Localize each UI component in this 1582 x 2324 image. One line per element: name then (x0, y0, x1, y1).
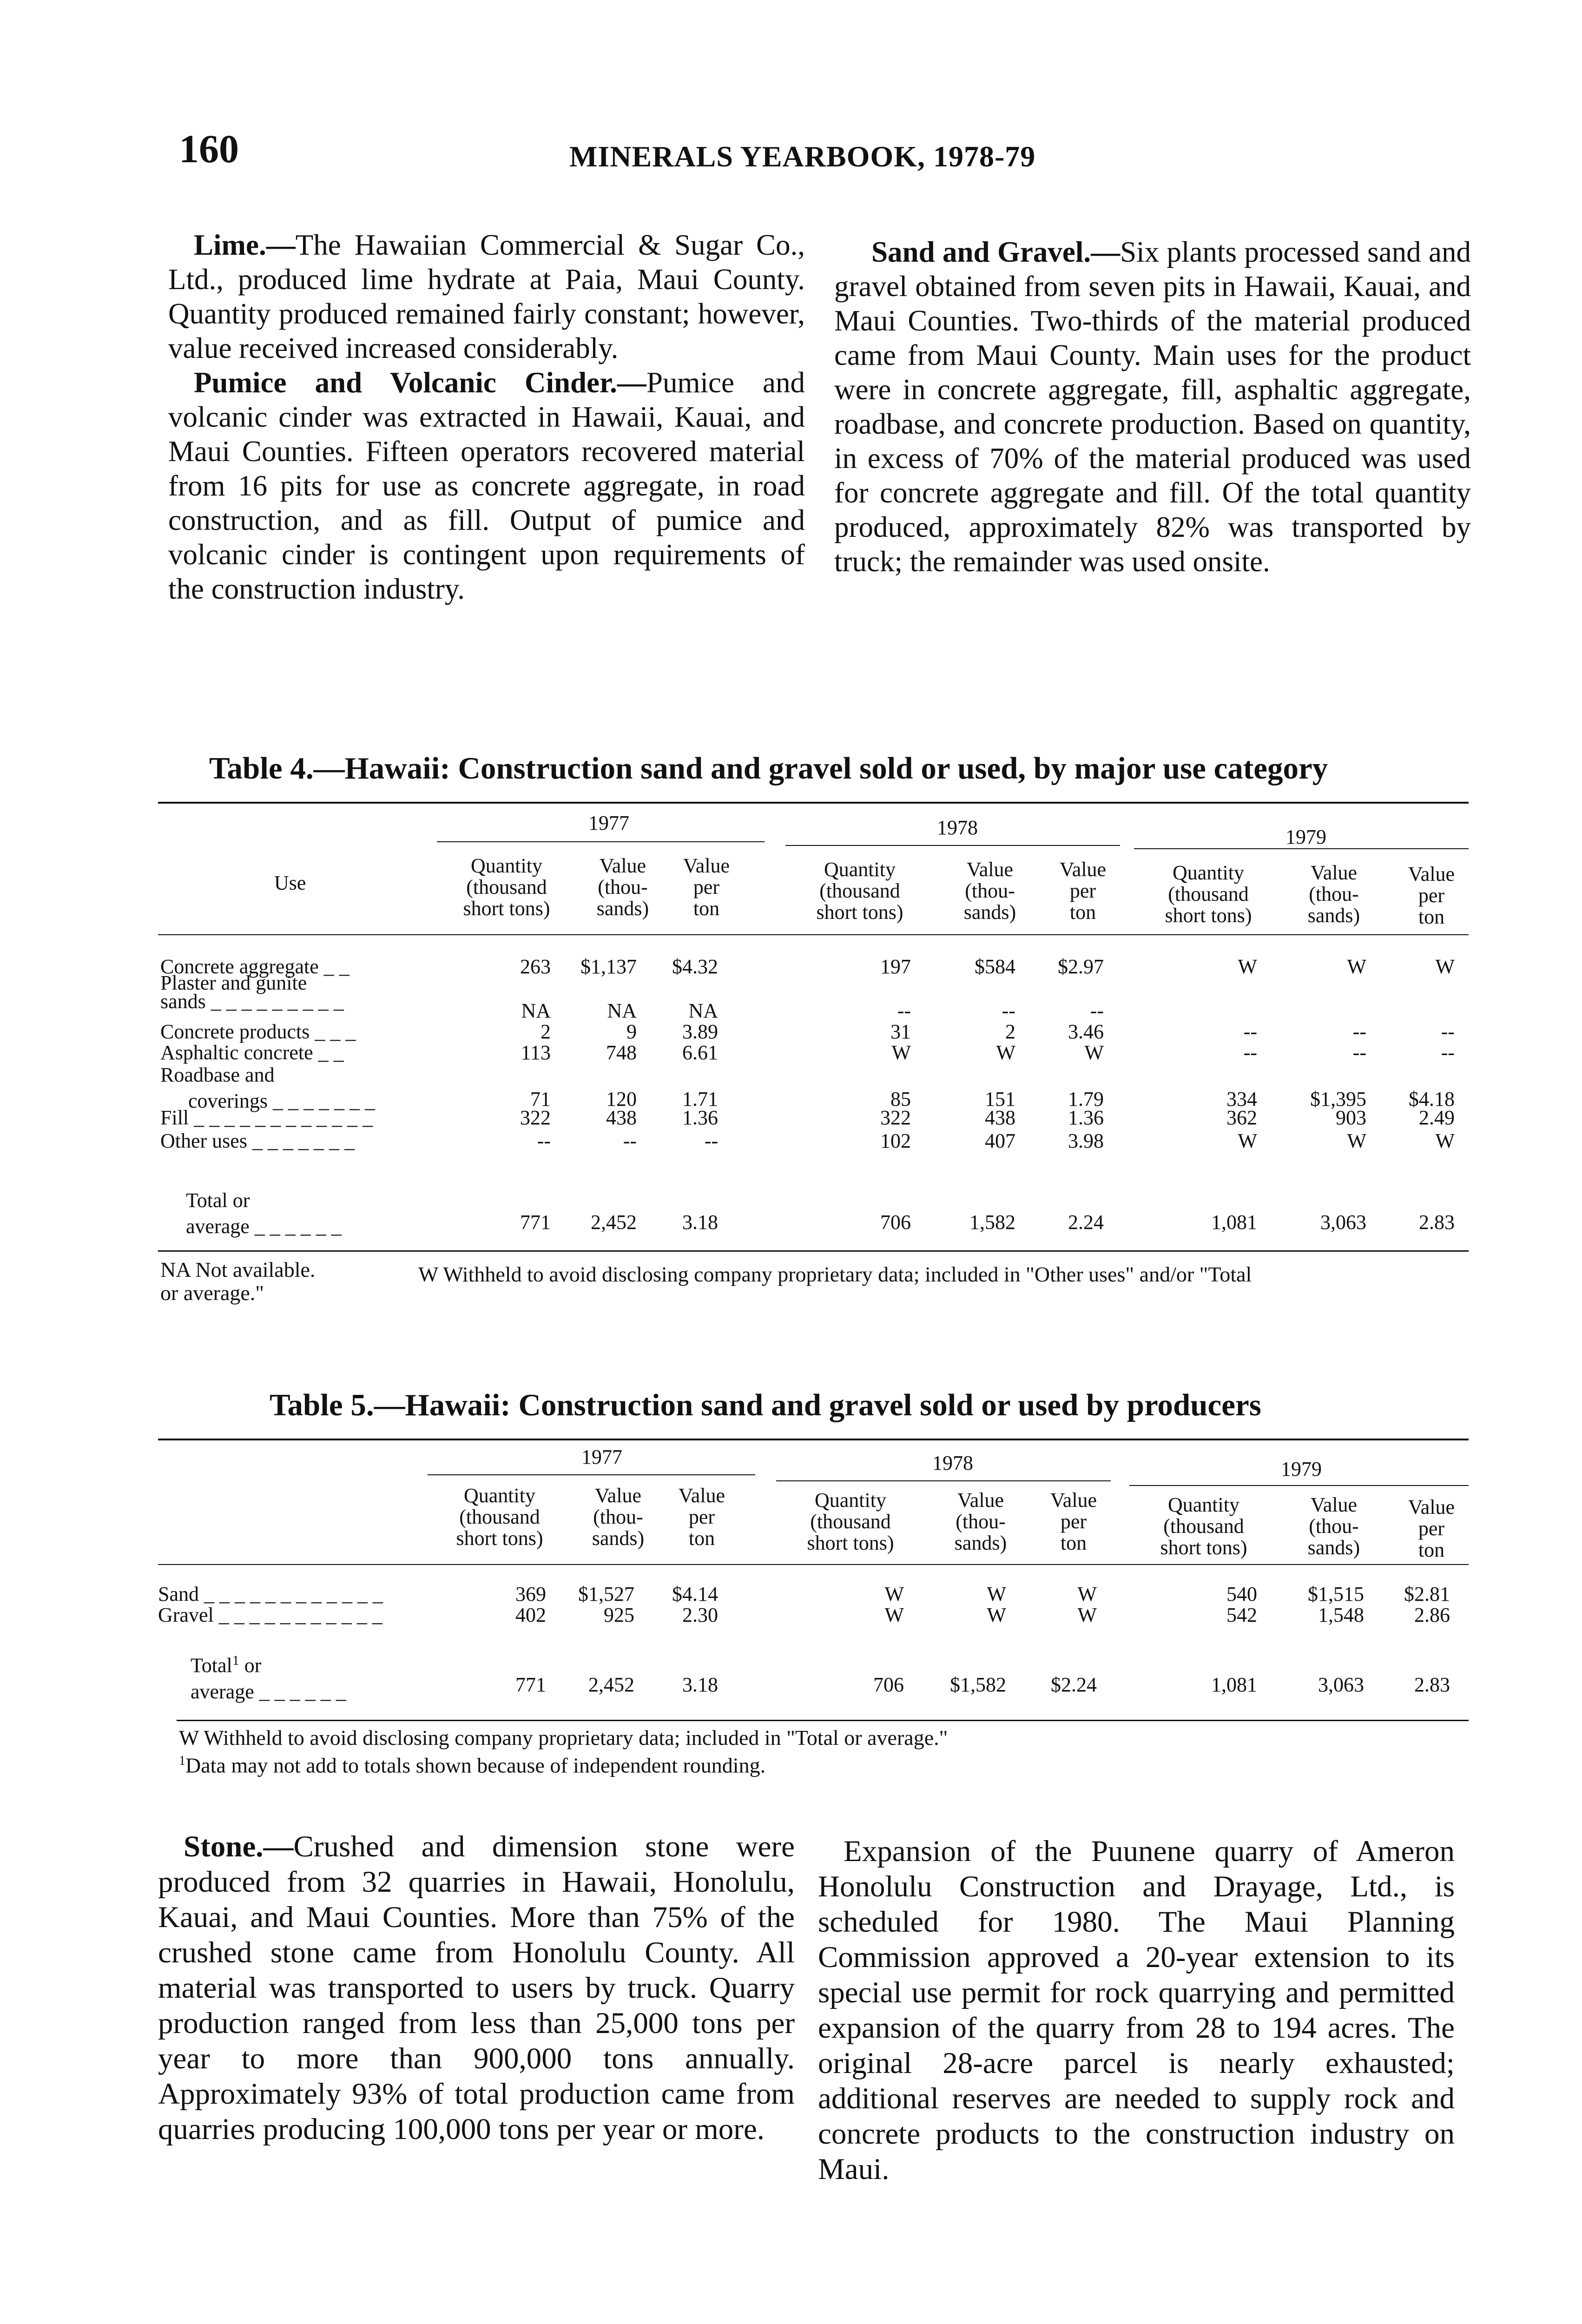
t4-cell-r2-c2: 3.89 (682, 1020, 718, 1043)
t5-cell-r2-c0: 771 (515, 1673, 546, 1696)
t5-cell-r1-c1: 925 (604, 1604, 634, 1626)
t4-cell-r6-c4: 407 (985, 1129, 1015, 1152)
top-left-column (168, 228, 805, 606)
table4-use-header: Use (274, 872, 306, 894)
t4-cell-r6-c0: -- (537, 1129, 551, 1152)
t4-label-concrete-aggregate: Concrete aggregate _ _ (160, 955, 349, 978)
t5-cell-r2-c6: 1,081 (1211, 1673, 1257, 1696)
table4-caption: Table 4.—Hawaii: Construction sand and gravel sold or used, by major use category (209, 751, 1328, 786)
t4-cell-r5-c0: 322 (520, 1106, 551, 1129)
t4-cell-r5-c3: 322 (880, 1106, 911, 1129)
t4-hdr-vpt-1977: Value per ton (683, 854, 730, 920)
t4-cell-r0-c2: $4.32 (672, 955, 718, 978)
t5-cell-r0-c2: $4.14 (672, 1583, 718, 1605)
t5-cell-r1-c3: W (884, 1604, 904, 1626)
t4-cell-r1-c3: -- (897, 999, 911, 1022)
table5-year-1979: 1979 (1281, 1458, 1322, 1480)
t4-cell-r4-c6: 334 (1226, 1088, 1257, 1110)
t4-label-total: Total or average _ _ _ _ _ _ (186, 1189, 342, 1238)
t4-hdr-value-1979: Value (thou- sands) (1307, 861, 1360, 927)
t5-cell-r2-c5: $2.24 (1051, 1673, 1097, 1696)
t4-cell-r2-c4: 2 (1005, 1020, 1015, 1043)
t4-cell-r3-c8: -- (1441, 1041, 1455, 1064)
t4-cell-r7-c8: 2.83 (1419, 1211, 1455, 1234)
t5-hdr-vpt-1979: Value per ton (1408, 1496, 1455, 1561)
t4-cell-r2-c5: 3.46 (1068, 1020, 1104, 1043)
t4-cell-r6-c8: W (1435, 1129, 1455, 1152)
t4-cell-r0-c6: W (1238, 955, 1257, 978)
t4-cell-r6-c5: 3.98 (1068, 1129, 1104, 1152)
t4-cell-r1-c1: NA (607, 999, 637, 1022)
paragraph-lime: Lime.—The Hawaiian Commercial & Sugar Co., Ltd., produced lime hydrate at Paia, Maui County. Quantity produced remained fairly constant; however, value received increased considerably. (168, 229, 805, 364)
t4-cell-r4-c8: $4.18 (1409, 1088, 1455, 1110)
t4-cell-r3-c2: 6.61 (682, 1041, 718, 1064)
t4-cell-r7-c5: 2.24 (1068, 1211, 1104, 1234)
t4-cell-r3-c4: W (996, 1041, 1015, 1064)
paragraph-puunene: Expansion of the Puunene quarry of Ameron Honolulu Construction and Drayage, Ltd., is scheduled for 1980. The Maui Planning Commission approved a 20-year extension to its special use permit for rock quarrying and permitted expansion of the quarry from 28 to 194 acres. The original 28-acre parcel is nearly exhausted; additional reserves are needed to supply rock and concrete products to the construction industry on Maui. (818, 1835, 1455, 2186)
t4-cell-r3-c1: 748 (606, 1041, 637, 1064)
table4-year-1977: 1977 (588, 812, 629, 834)
t5-cell-r1-c6: 542 (1226, 1604, 1257, 1626)
t4-hdr-qty-1979: Quantity (thousand short tons) (1165, 861, 1252, 927)
t4-cell-r7-c2: 3.18 (682, 1211, 718, 1234)
t4-cell-r3-c6: -- (1243, 1041, 1257, 1064)
t5-cell-r1-c7: 1,548 (1318, 1604, 1364, 1626)
t4-cell-r3-c5: W (1084, 1041, 1104, 1064)
t4-cell-r6-c3: 102 (880, 1129, 911, 1152)
t5-hdr-value-1978: Value (thou- sands) (954, 1489, 1007, 1554)
t4-hdr-vpt-1978: Value per ton (1059, 858, 1107, 924)
t5-cell-r0-c6: 540 (1226, 1583, 1257, 1605)
t5-label-total: Total$^1$ or average _ _ _ _ _ _ (191, 1653, 346, 1703)
t4-cell-r0-c8: W (1435, 955, 1455, 978)
t4-cell-r7-c1: 2,452 (591, 1211, 637, 1234)
table4-year-1978: 1978 (937, 816, 978, 839)
table5-year-1978: 1978 (932, 1452, 973, 1474)
t5-hdr-qty-1978: Quantity (thousand short tons) (807, 1489, 894, 1554)
t5-footnote-w: W Withheld to avoid disclosing company proprietary data; included in "Total or average." (179, 1726, 948, 1750)
t4-footnote-w2: or average." (160, 1281, 264, 1305)
t4-cell-r0-c1: $1,137 (580, 955, 637, 978)
t5-cell-r2-c2: 3.18 (682, 1673, 718, 1696)
t5-cell-r2-c1: 2,452 (588, 1673, 634, 1696)
t4-cell-r6-c6: W (1238, 1129, 1257, 1152)
t4-hdr-value-1977: Value (thou- sands) (596, 854, 649, 920)
t4-cell-r4-c4: 151 (985, 1088, 1015, 1110)
t4-cell-r2-c8: -- (1441, 1020, 1455, 1043)
t5-cell-r1-c5: W (1077, 1604, 1097, 1626)
t5-cell-r1-c8: 2.86 (1414, 1604, 1450, 1626)
t4-cell-r0-c0: 263 (520, 955, 551, 978)
t4-cell-r0-c5: $2.97 (1058, 955, 1104, 978)
t4-cell-r1-c2: NA (688, 999, 718, 1022)
t4-cell-r4-c7: $1,395 (1310, 1088, 1366, 1110)
t4-cell-r3-c7: -- (1352, 1041, 1366, 1064)
t4-cell-r4-c3: 85 (890, 1088, 911, 1110)
t4-label-fill: Fill _ _ _ _ _ _ _ _ _ _ _ _ (160, 1106, 373, 1129)
t4-footnote-w: W Withheld to avoid disclosing company proprietary data; included in "Other uses" and/or "Total (418, 1262, 1252, 1286)
t4-label-concrete-products: Concrete products _ _ _ (160, 1020, 356, 1043)
t5-cell-r2-c7: 3,063 (1318, 1673, 1364, 1696)
page-number: 160 (179, 126, 239, 171)
t4-hdr-qty-1977: Quantity (thousand short tons) (463, 854, 550, 920)
t4-cell-r1-c5: -- (1090, 999, 1104, 1022)
t4-cell-r1-c4: -- (1002, 999, 1015, 1022)
t4-label-other-uses: Other uses _ _ _ _ _ _ _ (160, 1129, 355, 1152)
t4-cell-r6-c7: W (1347, 1129, 1366, 1152)
t4-cell-r3-c0: 113 (521, 1041, 551, 1064)
t4-cell-r2-c1: 9 (626, 1020, 637, 1043)
t4-footnote-na: NA Not available. (160, 1258, 316, 1281)
t4-cell-r5-c5: 1.36 (1068, 1106, 1104, 1129)
t4-hdr-value-1978: Value (thou- sands) (963, 858, 1016, 924)
t4-cell-r4-c1: 120 (606, 1088, 637, 1110)
t4-cell-r7-c6: 1,081 (1211, 1211, 1257, 1234)
paragraph-stone: Stone.—Crushed and dimension stone were produced from 32 quarries in Hawaii, Honolulu, Kauai, and Maui Counties. More than 75% of the crushed stone came from Honolulu County. All material was transported to users by truck. Quarry production ranged from less than 25,000 tons per year to more than 900,000 tons annually. Approximately 93% of total production came from quarries producing 100,000 tons per year or more. (158, 1830, 795, 2146)
t5-cell-r1-c2: 2.30 (682, 1604, 718, 1626)
t4-cell-r5-c2: 1.36 (682, 1106, 718, 1129)
t5-cell-r0-c0: 369 (515, 1583, 546, 1605)
t4-cell-r7-c0: 771 (520, 1211, 551, 1234)
t5-cell-r2-c8: 2.83 (1414, 1673, 1450, 1696)
t4-cell-r5-c6: 362 (1226, 1106, 1257, 1129)
t5-label-sand: Sand _ _ _ _ _ _ _ _ _ _ _ _ (158, 1583, 383, 1605)
t4-cell-r7-c4: 1,582 (969, 1211, 1015, 1234)
t4-cell-r5-c1: 438 (606, 1106, 637, 1129)
t5-cell-r0-c4: W (987, 1583, 1006, 1605)
t5-cell-r2-c3: 706 (873, 1673, 904, 1696)
t4-cell-r6-c2: -- (704, 1129, 718, 1152)
t4-cell-r2-c3: 31 (890, 1020, 911, 1043)
t5-label-gravel: Gravel _ _ _ _ _ _ _ _ _ _ _ (158, 1604, 382, 1626)
t4-cell-r0-c4: $584 (975, 955, 1015, 978)
t4-label-roadbase: Roadbase and coverings _ _ _ _ _ _ _ (160, 1063, 376, 1112)
t5-footnote-1: $^1$Data may not add to totals shown because of independent rounding. (179, 1753, 766, 1777)
t4-cell-r2-c6: -- (1243, 1020, 1257, 1043)
t5-hdr-value-1979: Value (thou- sands) (1307, 1493, 1360, 1559)
t4-cell-r5-c7: 903 (1336, 1106, 1366, 1129)
paragraph-pumice: Pumice and Volcanic Cinder.—Pumice and volcanic cinder was extracted in Hawaii, Kauai, and Maui Counties. Fifteen operators recovered material from 16 pits for use as concrete aggregate, in road construction, and as fill. Output of pumice and volcanic cinder is contingent upon requirements of the construction industry. (168, 366, 805, 605)
t4-label-plaster: Plaster and gunite sands _ _ _ _ _ _ _ _ _ (160, 971, 344, 1013)
top-right-column (834, 235, 1471, 579)
t5-cell-r1-c4: W (987, 1604, 1006, 1626)
t4-cell-r0-c3: 197 (880, 955, 911, 978)
t4-hdr-qty-1978: Quantity (thousand short tons) (816, 858, 903, 924)
t4-hdr-vpt-1979: Value per ton (1408, 863, 1455, 928)
t5-cell-r0-c1: $1,527 (578, 1583, 634, 1605)
t4-cell-r6-c1: -- (623, 1129, 637, 1152)
t5-hdr-qty-1977: Quantity (thousand short tons) (456, 1484, 543, 1550)
t4-cell-r4-c5: 1.79 (1068, 1088, 1104, 1110)
t5-cell-r0-c3: W (884, 1583, 904, 1605)
t5-cell-r0-c8: $2.81 (1404, 1583, 1450, 1605)
t5-cell-r0-c7: $1,515 (1308, 1583, 1364, 1605)
t4-cell-r2-c0: 2 (541, 1020, 551, 1043)
t4-cell-r0-c7: W (1347, 955, 1366, 978)
running-title: MINERALS YEARBOOK, 1978-79 (569, 140, 1036, 173)
table5-year-1977: 1977 (581, 1446, 622, 1468)
t5-cell-r2-c4: $1,582 (950, 1673, 1006, 1696)
t4-cell-r7-c7: 3,063 (1320, 1211, 1366, 1234)
t4-cell-r5-c8: 2.49 (1419, 1106, 1455, 1129)
table4-year-1979: 1979 (1285, 825, 1326, 848)
t4-cell-r4-c2: 1.71 (682, 1088, 718, 1110)
t5-cell-r1-c0: 402 (515, 1604, 546, 1626)
bottom-right-column (818, 1834, 1455, 2187)
t5-hdr-vpt-1977: Value per ton (678, 1484, 725, 1550)
bottom-left-column (158, 1829, 795, 2147)
t5-hdr-vpt-1978: Value per ton (1050, 1489, 1097, 1554)
t4-cell-r5-c4: 438 (985, 1106, 1015, 1129)
t5-hdr-qty-1979: Quantity (thousand short tons) (1160, 1493, 1247, 1559)
t4-cell-r2-c7: -- (1352, 1020, 1366, 1043)
t4-cell-r3-c3: W (891, 1041, 911, 1064)
t5-cell-r0-c5: W (1077, 1583, 1097, 1605)
t4-cell-r7-c3: 706 (880, 1211, 911, 1234)
t5-hdr-value-1977: Value (thou- sands) (592, 1484, 645, 1550)
table5-caption: Table 5.—Hawaii: Construction sand and gravel sold or used by producers (270, 1388, 1261, 1422)
t4-cell-r1-c0: NA (521, 999, 551, 1022)
t4-cell-r4-c0: 71 (530, 1088, 551, 1110)
t4-label-asphaltic: Asphaltic concrete _ _ (160, 1041, 344, 1064)
paragraph-sand-gravel: Sand and Gravel.—Six plants processed sand and gravel obtained from seven pits in Hawaii, Kauai, and Maui Counties. Two-thirds of the material produced came from Maui County. Main uses for the product were in concrete aggregate, fill, asphaltic aggregate, roadbase, and concrete production. Based on quantity, in excess of 70% of the material produced was used for concrete aggregate and fill. Of the total quantity produced, approximately 82% was transported by truck; the remainder was used onsite. (834, 236, 1471, 578)
